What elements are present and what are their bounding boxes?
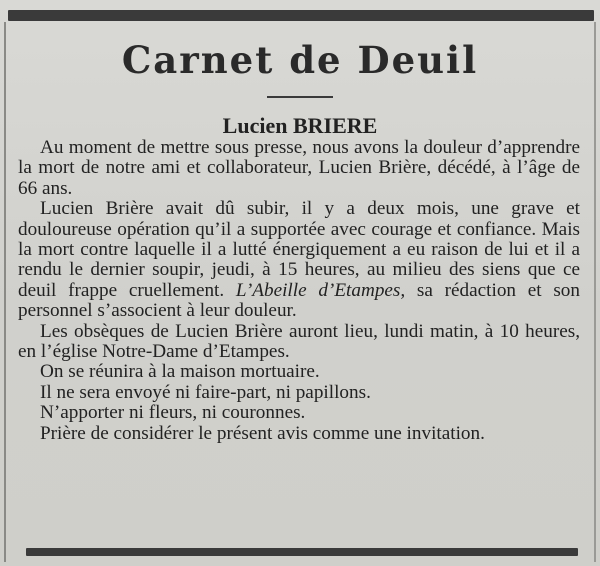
paragraph-funeral: Les obsèques de Lucien Brière auront lieu, lundi matin, à 10 heures, en l’église Notre-Dame d’Etampes. bbox=[18, 320, 580, 363]
article-body bbox=[18, 138, 580, 444]
top-rule bbox=[8, 10, 594, 21]
paragraph-illness bbox=[18, 199, 580, 321]
paragraph-illness-text: Lucien Brière avait dû subir, il y a deux mois, une grave et douloureuse opération qu’il a supportée avec courage et confiance. Mais la mort contre laquelle il a lutté énergiquement a eu raison de lui et il a rendu le dernier soupir, jeudi, à 15 heures, au milieu des siens que ce deuil frappe cruellement. bbox=[18, 198, 580, 301]
left-column-rule bbox=[4, 22, 6, 562]
paragraph-announcement: Au moment de mettre sous presse, nous avons la douleur d’apprendre la mort de notre ami et collaborateur, Lucien Brière, décédé, à l’âge de 66 ans. bbox=[18, 137, 580, 199]
subhead: Lucien BRIERE bbox=[222, 113, 378, 138]
bottom-rule bbox=[26, 548, 578, 556]
paragraph-gathering: On se réunira à la maison mortuaire. bbox=[40, 361, 320, 383]
headline: Carnet de Deuil bbox=[121, 38, 479, 82]
newspaper-name: L’Abeille d’Etampes, bbox=[235, 279, 406, 301]
headline-divider bbox=[267, 96, 333, 98]
paragraph-no-flowers: N’apporter ni fleurs, ni couronnes. bbox=[40, 402, 306, 424]
paragraph-illness-text-end: sa rédaction et son personnel s’associent à leur douleur. bbox=[18, 279, 580, 322]
right-column-rule bbox=[594, 22, 596, 562]
paragraph-invitation: Prière de considérer le présent avis comme une invitation. bbox=[40, 422, 485, 444]
paragraph-no-notices: Il ne sera envoyé ni faire-part, ni papillons. bbox=[40, 381, 371, 403]
